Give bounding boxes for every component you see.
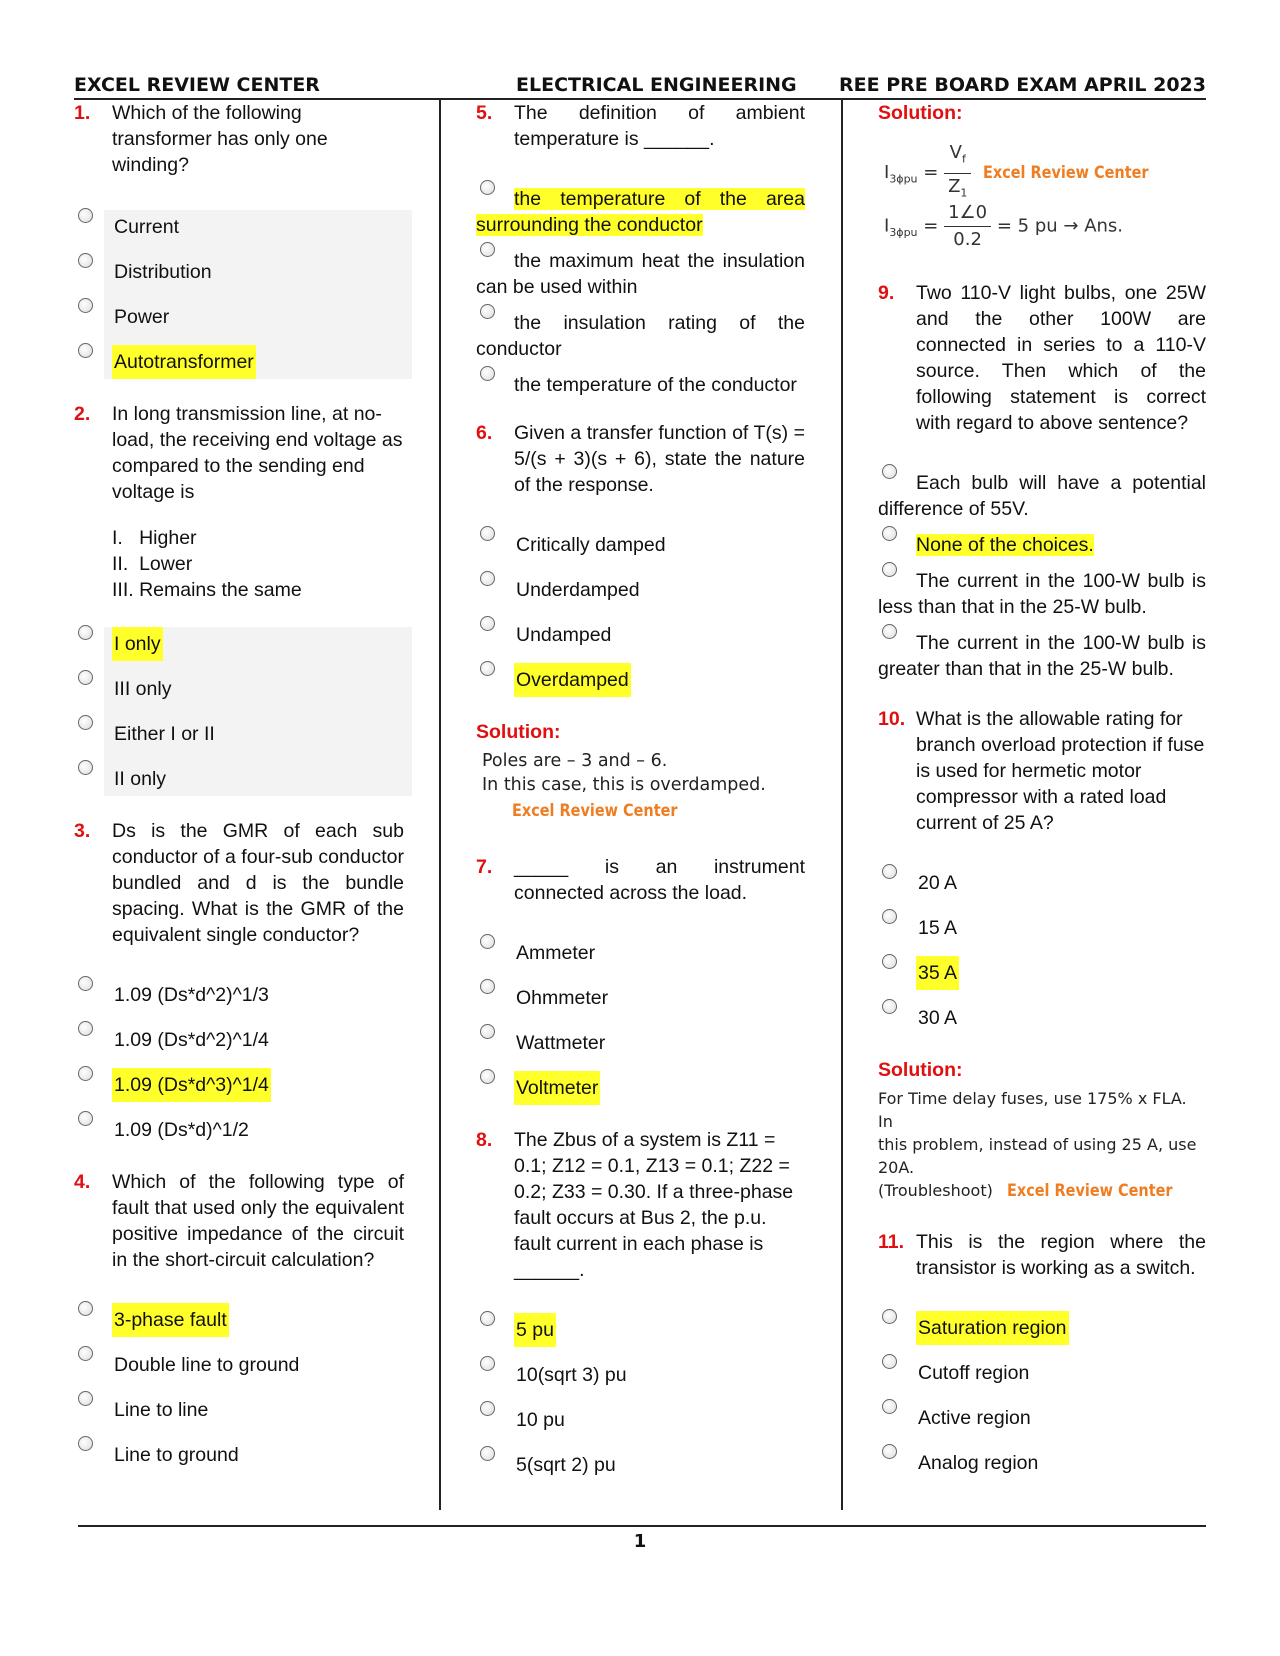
options-q5 [476,186,805,398]
radio-icon[interactable] [480,180,495,195]
option[interactable] [878,532,1206,558]
question-5 [476,100,805,152]
option[interactable]: Power [74,300,412,334]
question-2 [74,401,404,603]
radio-icon[interactable] [480,1356,495,1371]
radio-icon[interactable] [480,1311,495,1326]
option[interactable] [476,186,805,238]
option[interactable]: 5(sqrt 2) pu [476,1448,805,1482]
radio-icon[interactable] [882,864,897,879]
options-q1 [104,210,412,379]
radio-icon[interactable] [882,1354,897,1369]
option[interactable]: the maximum heat the insulation can be used within [476,248,805,300]
options-q7 [476,936,805,1105]
solution-line: Poles are – 3 and – 6. [482,751,668,771]
radio-icon[interactable] [78,1391,93,1406]
radio-icon[interactable] [882,1309,897,1324]
radio-icon[interactable] [882,464,897,479]
radio-icon[interactable] [480,616,495,631]
question-number: 5. [476,102,493,124]
option[interactable]: Double line to ground [74,1348,404,1382]
question-number: 1. [74,102,91,124]
option[interactable]: Each bulb will have a potential difference of 55V. [878,470,1206,522]
roman-item: II. Lower [112,553,193,575]
option[interactable]: The current in the 100-W bulb is greater than that in the 25-W bulb. [878,630,1206,682]
radio-icon[interactable] [78,1111,93,1126]
options-q3 [74,978,404,1147]
question-6 [476,420,805,498]
question-text: This is the region where the transistor is working as a switch. [916,1231,1206,1279]
option[interactable]: Ohmmeter [476,981,805,1015]
option[interactable]: Wattmeter [476,1026,805,1060]
radio-icon[interactable] [78,1436,93,1451]
radio-icon[interactable] [882,562,897,577]
solution-line: this problem, instead of using 25 A, use 20A. [878,1135,1197,1177]
radio-icon[interactable] [78,343,93,358]
question-text: Which of the following type of fault that used only the equivalent positive impedance of the circuit in the short-circuit calculation? [112,1171,404,1271]
question-number: 9. [878,282,895,304]
radio-icon[interactable] [78,1301,93,1316]
solution-label: Solution: [878,1059,963,1081]
question-9 [878,280,1206,436]
solution-q6 [476,719,805,824]
options-q4 [74,1303,404,1472]
options-q2 [104,627,412,796]
option[interactable]: III only [74,672,412,706]
question-7 [476,854,805,906]
correct-answer: Saturation region [916,1311,1069,1345]
radio-icon[interactable] [78,1066,93,1081]
option[interactable]: Cutoff region [878,1356,1206,1390]
radio-icon[interactable] [78,208,93,223]
question-text: Which of the following transformer has only one winding? [112,102,328,176]
radio-icon[interactable] [882,1399,897,1414]
solution-q8 [878,100,1206,260]
option[interactable]: Line to line [74,1393,404,1427]
roman-list [112,525,404,603]
question-number: 4. [74,1171,91,1193]
option[interactable] [878,1311,1206,1345]
option[interactable]: Current [74,210,412,244]
radio-icon[interactable] [882,1444,897,1459]
excel-review-center-watermark: Excel Review Center [983,163,1149,184]
roman-item: I. Higher [112,527,197,549]
radio-icon[interactable] [882,526,897,541]
question-8 [476,1127,805,1283]
header-center: ELECTRICAL ENGINEERING [516,74,797,96]
option[interactable] [74,345,412,379]
question-number: 8. [476,1129,493,1151]
footer-rule [78,1525,1206,1527]
column-divider-1 [439,100,441,1510]
question-text: What is the allowable rating for branch overload protection if fuse is used for hermetic motor compressor with a rated load current of 25 A? [916,708,1205,834]
correct-answer: 35 A [916,956,959,990]
option[interactable] [476,1313,805,1347]
radio-icon[interactable] [480,661,495,676]
question-text: In long transmission line, at no-load, the receiving end voltage as compared to the sending end voltage is [112,403,403,503]
option[interactable] [74,1303,404,1337]
header-left: EXCEL REVIEW CENTER [74,74,320,96]
option[interactable] [476,1071,805,1105]
option[interactable]: 10(sqrt 3) pu [476,1358,805,1392]
option[interactable]: Underdamped [476,573,805,607]
option[interactable]: Line to ground [74,1438,404,1472]
solution-label: Solution: [878,102,963,124]
question-number: 6. [476,422,493,444]
options-q11 [878,1311,1206,1480]
question-text: Given a transfer function of T(s) = 5/(s + 3)(s + 6), state the nature of the response. [514,422,805,496]
option[interactable]: the insulation rating of the conductor [476,310,805,362]
radio-icon[interactable] [78,976,93,991]
fault-current-formula: $I_{3\phi pu}$ = $\frac{V_f}{Z_1}$ Excel Review Center $I_{3\phi pu}$ = $\frac{1\angle 0}{0.2}$ = 5 pu → Ans. [884,142,1149,250]
option[interactable]: II only [74,762,412,796]
radio-icon[interactable] [882,624,897,639]
question-11 [878,1229,1206,1281]
correct-answer: the temperature of the area surrounding the conductor [476,188,805,236]
options-q8 [476,1313,805,1482]
radio-icon[interactable] [480,571,495,586]
solution-q10 [878,1057,1206,1203]
radio-icon[interactable] [78,298,93,313]
option[interactable]: Ammeter [476,936,805,970]
option[interactable]: 20 A [878,866,1206,900]
correct-answer: Overdamped [514,663,631,697]
page-number: 1 [633,1531,647,1552]
question-text: _____ is an instrument connected across the load. [514,856,805,904]
question-10 [878,706,1206,836]
option[interactable]: Either I or II [74,717,412,751]
radio-icon[interactable] [480,526,495,541]
options-q9 [878,470,1206,682]
question-4 [74,1169,404,1273]
solution-line: (Troubleshoot) [878,1181,993,1200]
solution-line: For Time delay fuses, use 175% x FLA. In [878,1089,1187,1131]
question-number: 3. [74,820,91,842]
question-number: 2. [74,403,91,425]
option[interactable]: Undamped [476,618,805,652]
roman-item: III. Remains the same [112,579,302,601]
option[interactable]: the temperature of the conductor [476,372,805,398]
radio-icon[interactable] [480,1024,495,1039]
radio-icon[interactable] [78,625,93,640]
radio-icon[interactable] [480,304,495,319]
option[interactable]: 10 pu [476,1403,805,1437]
column-2 [476,100,805,1504]
question-text: The Zbus of a system is Z11 = 0.1; Z12 = 0.1, Z13 = 0.1; Z22 = 0.2; Z33 = 0.30. If a three-phase fault occurs at Bus 2, the p.u. fault current in each phase is ______. [514,1129,794,1281]
solution-label: Solution: [476,721,561,743]
correct-answer: 1.09 (Ds*d^3)^1/4 [112,1068,271,1102]
option[interactable]: 1.09 (Ds*d)^1/2 [74,1113,404,1147]
option[interactable]: The current in the 100-W bulb is less than that in the 25-W bulb. [878,568,1206,620]
header-right: REE PRE BOARD EXAM APRIL 2023 [839,74,1206,96]
question-text: Two 110-V light bulbs, one 25W and the other 100W are connected in series to a 110-V source. Then which of the following statement is correct with regard to above sentence? [916,282,1206,434]
excel-review-center-watermark: Excel Review Center [512,801,678,821]
radio-icon[interactable] [78,253,93,268]
radio-icon[interactable] [882,999,897,1014]
question-number: 7. [476,856,493,878]
column-divider-2 [841,100,843,1510]
column-3 [878,100,1206,1502]
radio-icon[interactable] [480,1069,495,1084]
radio-icon[interactable] [882,909,897,924]
question-number: 10. [878,708,906,730]
column-1 [74,100,404,1494]
option[interactable] [878,956,1206,990]
radio-icon[interactable] [480,1401,495,1416]
radio-icon[interactable] [480,242,495,257]
radio-icon[interactable] [480,934,495,949]
option[interactable]: Distribution [74,255,412,289]
question-number: 11. [878,1231,905,1253]
excel-review-center-watermark: Excel Review Center [1006,1181,1173,1201]
question-text: The definition of ambient temperature is ______. [514,102,805,150]
radio-icon[interactable] [78,715,93,730]
option[interactable]: 1.09 (Ds*d^2)^1/4 [74,1023,404,1057]
option[interactable]: Critically damped [476,528,805,562]
question-1 [74,100,404,178]
option[interactable]: 30 A [878,1001,1206,1035]
radio-icon[interactable] [882,954,897,969]
radio-icon[interactable] [78,1021,93,1036]
option[interactable]: Analog region [878,1446,1206,1480]
option[interactable]: 15 A [878,911,1206,945]
solution-line: In this case, this is overdamped. [482,775,766,795]
radio-icon[interactable] [480,979,495,994]
page-header [74,74,1206,100]
correct-answer: Voltmeter [514,1071,600,1105]
option[interactable] [476,663,805,697]
correct-answer: 3-phase fault [112,1303,229,1337]
option[interactable]: 1.09 (Ds*d^2)^1/3 [74,978,404,1012]
correct-answer: Autotransformer [112,345,256,379]
radio-icon[interactable] [78,1346,93,1361]
radio-icon[interactable] [480,1446,495,1461]
option[interactable] [74,1068,404,1102]
correct-answer: None of the choices. [916,534,1094,556]
radio-icon[interactable] [78,670,93,685]
radio-icon[interactable] [480,366,495,381]
question-text: Ds is the GMR of each sub conductor of a four-sub conductor bundled and d is the bundle spacing. What is the GMR of the equivalent single conductor? [112,820,404,946]
correct-answer: I only [112,627,163,661]
radio-icon[interactable] [78,760,93,775]
options-q10 [878,866,1206,1035]
option[interactable]: Active region [878,1401,1206,1435]
correct-answer: 5 pu [514,1313,556,1347]
options-q6 [476,528,805,697]
question-3 [74,818,404,948]
option[interactable] [74,627,412,661]
